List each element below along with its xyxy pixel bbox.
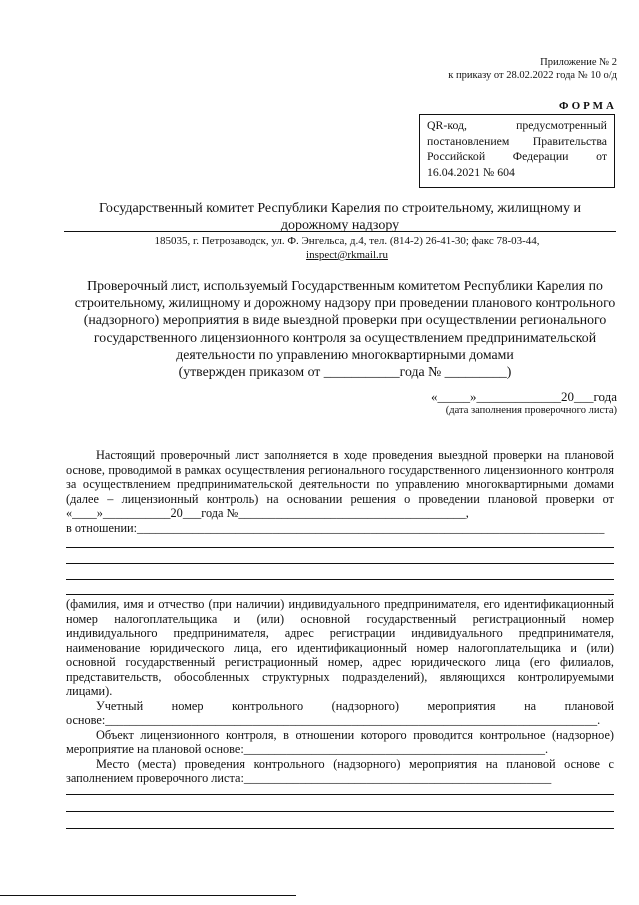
- appendix-order: к приказу от 28.02.2022 года № 10 о/д: [448, 70, 617, 81]
- subject-description: (фамилия, имя и отчество (при наличии) индивидуального предпринимателя, его идентификационный номер налогоплательщика и (или) основной государственный регистрационный номер индивидуального предпринимателя, адрес регистрации индивидуального предпринимателя, наименование юридического лица, его идентификационный номер налогоплательщика и (или) основной государственный регистрационный номер, адрес юридического лица (его филиалов, представительств, обособленных структурных подразделений), являющихся контролируемыми лицами).: [66, 597, 614, 698]
- organization-address-block: [62, 234, 632, 262]
- intro-paragraph: [66, 448, 614, 535]
- document-title-text: Проверочный лист, используемый Государственным комитетом Республики Карелия по строительному, жилищному и дорожному надзору при проведении планового контрольного (надзорного) мероприятия в виде выездной проверки при осуществлении регионального государственного лицензионного контроля за осуществлением предпринимательской деятельности по управлению многоквартирными домами: [74, 278, 616, 362]
- subjects-block: [66, 597, 614, 786]
- page-bottom-rule: [0, 895, 296, 896]
- form-label: ФОРМА: [559, 100, 617, 112]
- organization-name: Государственный комитет Республики Карелия по строительному, жилищному и дорожному надзору: [99, 201, 581, 233]
- blank-line-3: [66, 579, 614, 580]
- qr-placeholder-box: [419, 114, 615, 188]
- qr-placeholder-text: QR-код, предусмотренный постановлением Правительства Российской Федерации от 16.04.2021 № 604: [427, 118, 607, 179]
- fill-date-field: «_____»_____________20___года: [430, 389, 617, 404]
- blank-line-1: [66, 547, 614, 548]
- blank-line-7: [66, 828, 614, 829]
- blank-line-6: [66, 811, 614, 812]
- organization-address: 185035, г. Петрозаводск, ул. Ф. Энгельса, д.4, тел. (814-2) 26-41-30; факс 78-03-44,: [154, 235, 540, 247]
- fill-date-caption: (дата заполнения проверочного листа): [445, 405, 617, 416]
- in-relation-line: в отношении:____________________________________________________________________________: [66, 520, 605, 535]
- document-approval: (утвержден приказом от ___________года № _________): [178, 364, 512, 380]
- document-title: [72, 277, 618, 380]
- blank-line-4: [66, 594, 614, 595]
- inspection-place: Место (места) проведения контрольного (надзорного) мероприятия на плановой основе с заполнением проверочного листа:__________________________________________________: [66, 756, 614, 785]
- intro-text: Настоящий проверочный лист заполняется в ходе проведения выездной проверки на плановой основе, проводимой в рамках осуществления регионального государственного лицензионного контроля за осуществлением предпринимательской деятельности по управлению многоквартирными домами (далее – лицензионный контроль) на основании решения о проведении плановой проверки от «____»___________20___года №_____________________________________,: [66, 448, 614, 520]
- blank-line-5: [66, 794, 614, 795]
- accounting-number: Учетный номер контрольного (надзорного) мероприятия на плановой основе:________________________________________________________________________________.: [66, 698, 614, 727]
- appendix-reference: [448, 56, 617, 82]
- organization-divider: [64, 231, 616, 232]
- blank-line-2: [66, 563, 614, 564]
- control-object: Объект лицензионного контроля, в отношении которого проводится контрольное (надзорное) мероприятие на плановой основе:_________________________________________________.: [66, 727, 614, 756]
- appendix-number: Приложение № 2: [540, 57, 617, 68]
- organization-email: inspect@rkmail.ru: [306, 249, 388, 261]
